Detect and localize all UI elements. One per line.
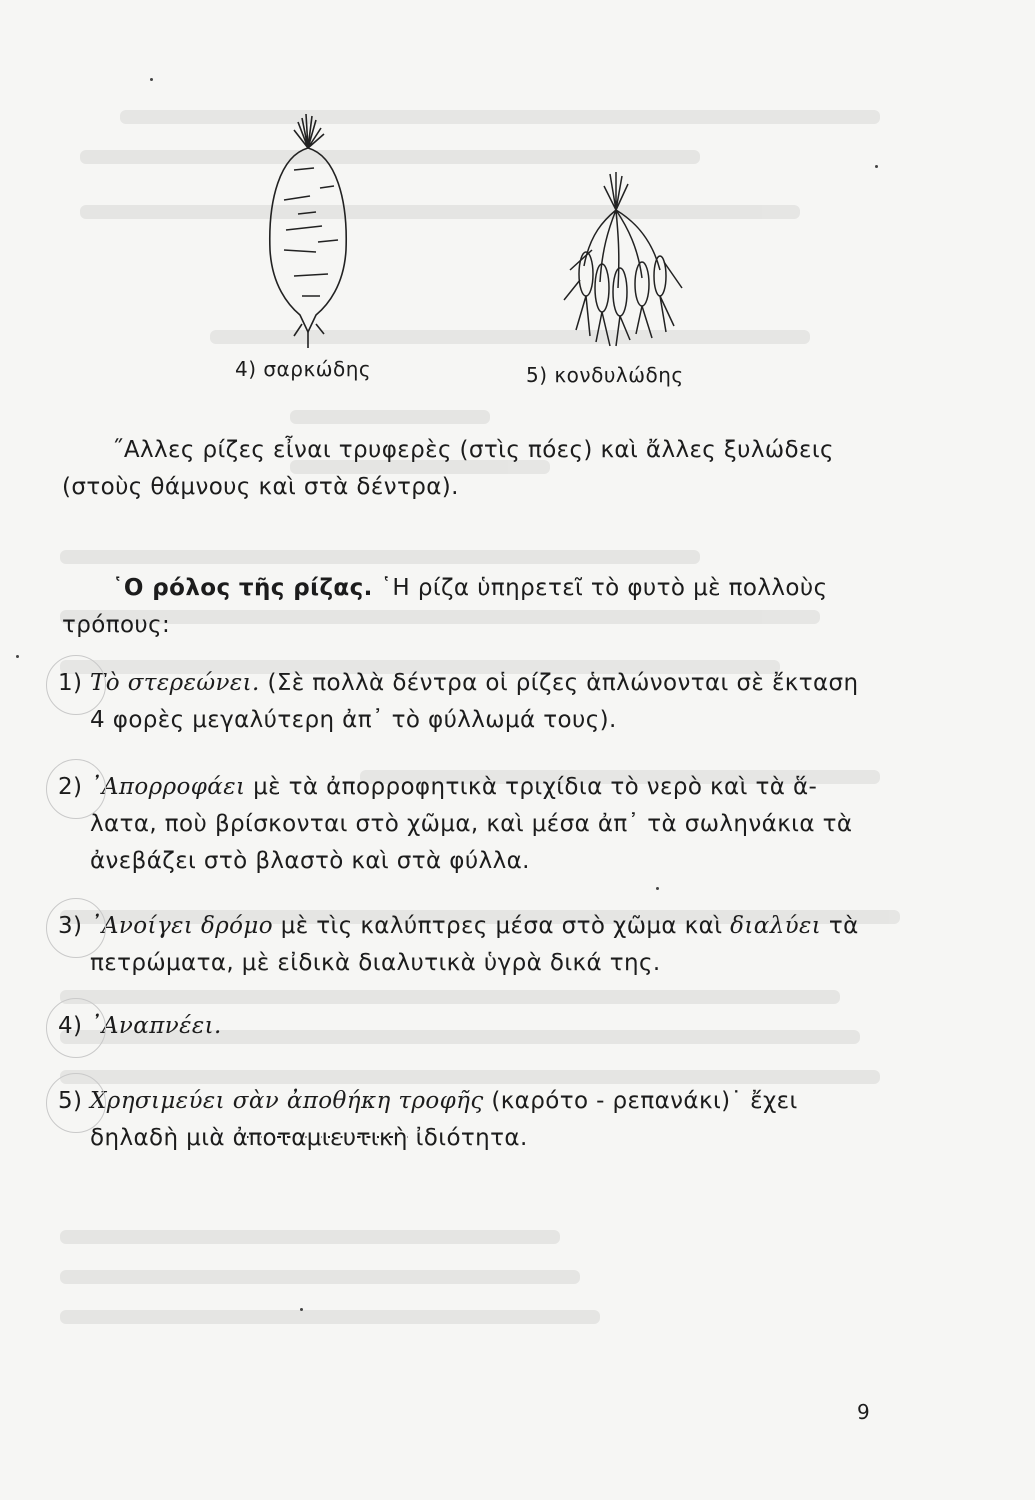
intro-paragraph-cont — [62, 469, 882, 506]
list-item-4 — [58, 1008, 898, 1045]
item-lead-2: διαλύει — [730, 913, 822, 939]
page-number: 9 — [857, 1400, 870, 1424]
item-number: 5) — [58, 1088, 83, 1114]
role-text-2: τρόπους: — [62, 612, 171, 638]
role-heading: ῾Ο ρόλος τῆς ρίζας. — [112, 575, 373, 601]
tuberous-root-caption: 5) κονδυλώδης — [526, 363, 684, 387]
item-text: μὲ τὶς καλύπτρες μέσα στὸ χῶμα καὶ — [273, 913, 731, 939]
item-text-line-3: ἀνεβάζει στὸ βλαστὸ καὶ στὰ φύλλα. — [90, 848, 530, 874]
item-text-line-2a: δηλαδὴ μιὰ — [90, 1125, 233, 1151]
item-text-line-2: λατα, ποὺ βρίσκονται στὸ χῶμα, καὶ μέσα ἀπ᾽ τὰ σωληνάκια τὰ — [90, 811, 853, 837]
list-item-2 — [58, 769, 898, 880]
intro-paragraph — [112, 432, 932, 469]
item-text-line-2: πετρώματα, μὲ εἰδικὰ διαλυτικὰ ὑγρὰ δικά της. — [90, 950, 661, 976]
item-lead: ᾽Απορροφάει — [90, 774, 246, 800]
item-lead: Χρησιμεύει σὰν ἀποθήκη τροφῆς — [90, 1088, 484, 1114]
item-text: μὲ τὰ ἀπορροφητικὰ τριχίδια τὸ νερὸ καὶ τὰ ἅ- — [245, 774, 818, 800]
fleshy-root-caption: 4) σαρκώδης — [235, 357, 372, 381]
tuberous-root-figure — [556, 170, 686, 350]
role-text-1: ῾Η ρίζα ὑπηρετεῖ τὸ φυτὸ μὲ πολλοὺς — [372, 575, 828, 601]
item-text-line-2: 4 φορὲς μεγαλύτερη ἀπ᾽ τὸ φύλλωμά τους). — [90, 707, 617, 733]
item-number: 4) — [58, 1013, 83, 1039]
role-paragraph — [112, 570, 932, 607]
item-text: (Σὲ πολλὰ δέντρα οἱ ρίζες ἁπλώνονται σὲ ἔκταση — [259, 670, 859, 696]
item-number: 2) — [58, 774, 83, 800]
fleshy-root-figure — [258, 110, 358, 350]
item-number: 1) — [58, 670, 83, 696]
list-item-5 — [58, 1083, 898, 1157]
item-text: (καρότο - ρεπανάκι)˙ ἔχει — [483, 1088, 798, 1114]
item-lead: ᾽Αναπνέει. — [90, 1013, 222, 1039]
intro-line-1: ˝Αλλες ρίζες εἶναι τρυφερὲς (στὶς πόες) καὶ ἄλλες ξυλώδεις — [112, 437, 834, 463]
tuberous-root-icon — [556, 170, 686, 350]
item-text-line-2b: ἰδιότητα. — [407, 1125, 528, 1151]
role-paragraph-cont — [62, 607, 882, 644]
list-item-3 — [58, 908, 898, 982]
item-lead: Τὸ στερεώνει. — [90, 670, 260, 696]
fleshy-root-icon — [258, 110, 358, 350]
list-item-1 — [58, 665, 898, 739]
item-lead: ᾽Ανοίγει δρόμο — [90, 913, 273, 939]
intro-line-2: (στοὺς θάμνους καὶ στὰ δέντρα). — [62, 474, 459, 500]
item-number: 3) — [58, 913, 83, 939]
item-text-2: τὰ — [821, 913, 859, 939]
item-text-underlined: ἀποταμιευτικὴ — [232, 1125, 408, 1151]
